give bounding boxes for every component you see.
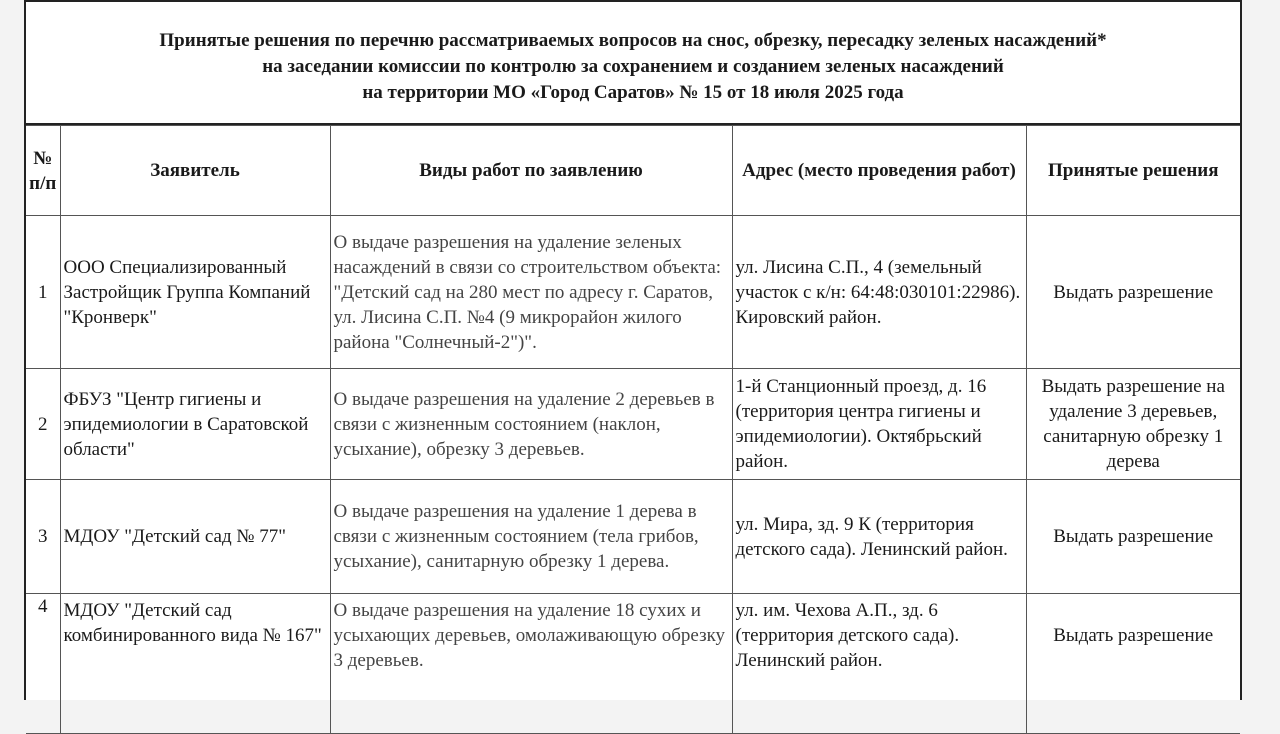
row-address: ул. им. Чехова А.П., зд. 6 (территория детского сада). Ленинский район. <box>732 594 1026 734</box>
row-num: 3 <box>26 480 60 594</box>
row-decision: Выдать разрешение <box>1026 594 1240 734</box>
row-address: ул. Лисина С.П., 4 (земельный участок с к/н: 64:48:030101:22986). Кировский район. <box>732 216 1026 369</box>
row-work: О выдаче разрешения на удаление 1 дерева в связи с жизненным состоянием (тела грибов, усыхание), санитарную обрезку 1 дерева. <box>330 480 732 594</box>
row-applicant: ООО Специализированный Застройщик Группа Компаний "Кронверк" <box>60 216 330 369</box>
table-row <box>26 369 1240 480</box>
row-work: О выдаче разрешения на удаление 2 деревьев в связи с жизненным состоянием (наклон, усыхание), обрезку 3 деревьев. <box>330 369 732 480</box>
row-applicant: ФБУЗ "Центр гигиены и эпидемиологии в Саратовской области" <box>60 369 330 480</box>
row-applicant: МДОУ "Детский сад комбинированного вида № 167" <box>60 594 330 734</box>
table-row <box>26 594 1240 734</box>
header-work: Виды работ по заявлению <box>330 126 732 216</box>
row-address: 1-й Станционный проезд, д. 16 (территория центра гигиены и эпидемиологии). Октябрьский район. <box>732 369 1026 480</box>
document-title <box>26 28 1240 106</box>
header-address: Адрес (место проведения работ) <box>732 126 1026 216</box>
row-address: ул. Мира, зд. 9 К (территория детского сада). Ленинский район. <box>732 480 1026 594</box>
row-work: О выдаче разрешения на удаление 18 сухих и усыхающих деревьев, омолаживающую обрезку 3 деревьев. <box>330 594 732 734</box>
row-decision: Выдать разрешение <box>1026 480 1240 594</box>
header-num: № п/п <box>26 126 60 216</box>
row-applicant: МДОУ "Детский сад № 77" <box>60 480 330 594</box>
document-page <box>24 0 1242 700</box>
row-num: 1 <box>26 216 60 369</box>
header-decision: Принятые решения <box>1026 126 1240 216</box>
row-decision: Выдать разрешение на удаление 3 деревьев, санитарную обрезку 1 дерева <box>1026 369 1240 480</box>
header-applicant: Заявитель <box>60 126 330 216</box>
table-row <box>26 216 1240 369</box>
row-work: О выдаче разрешения на удаление зеленых насаждений в связи со строительством объекта: "Детский сад на 280 мест по адресу г. Саратов, ул. Лисина С.П. №4 (9 микрорайон жилого района "Солнечный-2")". <box>330 216 732 369</box>
table-header-row <box>26 126 1240 216</box>
row-num: 4 <box>26 594 60 734</box>
title-line-3: на территории МО «Город Саратов» № 15 от 18 июля 2025 года <box>362 82 904 103</box>
title-line-1: Принятые решения по перечню рассматриваемых вопросов на снос, обрезку, пересадку зеленых насаждений* <box>159 30 1107 51</box>
decisions-table <box>26 125 1240 734</box>
row-num: 2 <box>26 369 60 480</box>
title-line-2: на заседании комиссии по контролю за сохранением и созданием зеленых насаждений <box>262 56 1004 77</box>
row-decision: Выдать разрешение <box>1026 216 1240 369</box>
table-row <box>26 480 1240 594</box>
